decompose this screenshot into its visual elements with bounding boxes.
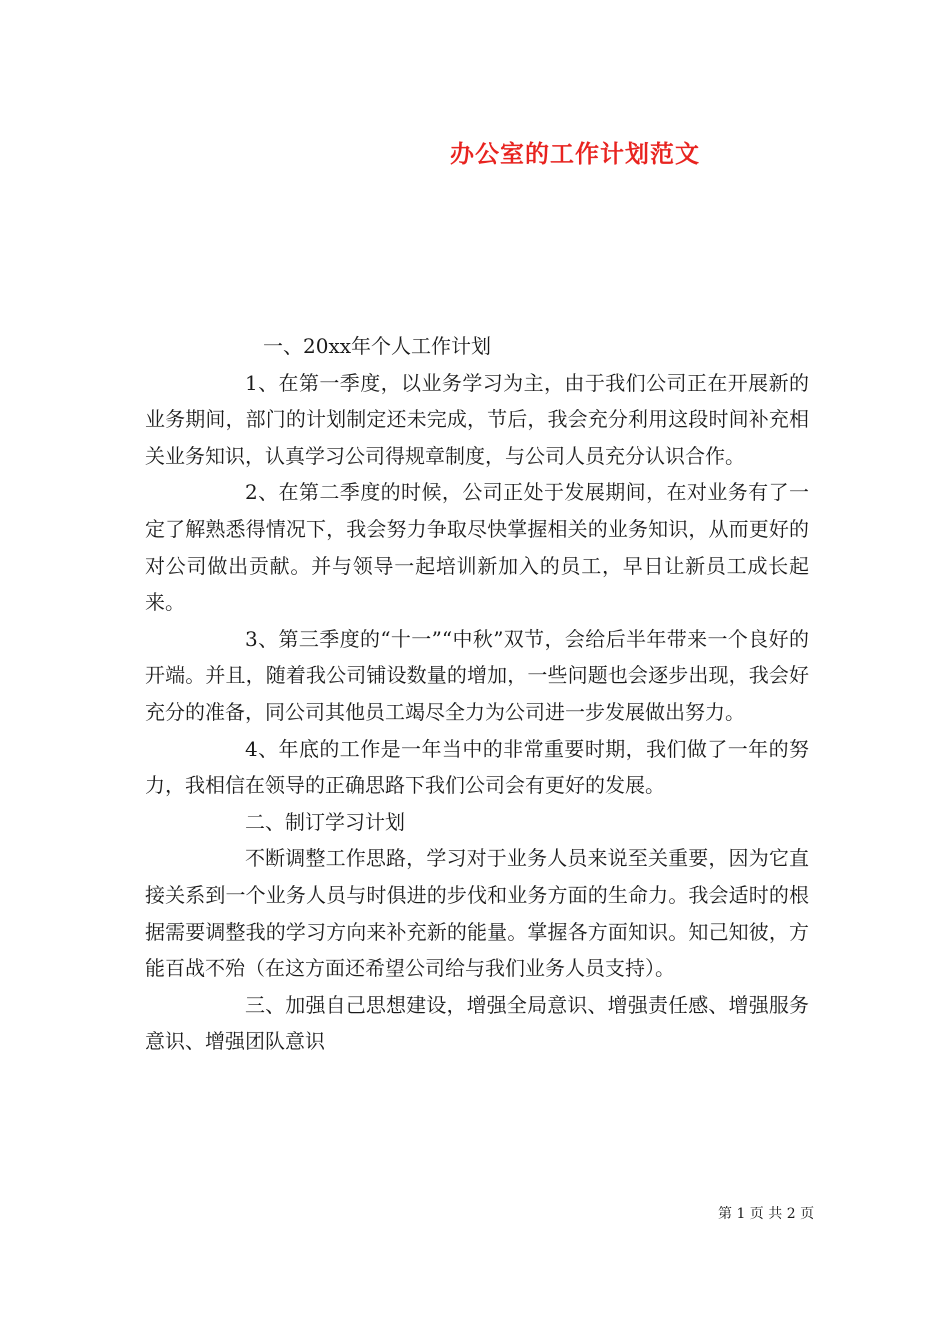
paragraph-q2: 2、在第二季度的时候，公司正处于发展期间，在对业务有了一定了解熟悉得情况下，我会努力争取尽快掌握相关的业务知识，从而更好的对公司做出贡献。并与领导一起培训新加入的员工，早日让新员工成长起来。 xyxy=(145,480,809,615)
section-heading-3: 三、加强自己思想建设，增强全局意识、增强责任感、增强服务意识、增强团队意识 xyxy=(145,992,809,1054)
paragraph-study-plan: 不断调整工作思路，学习对于业务人员来说至关重要，因为它直接关系到一个业务人员与时俱进的步伐和业务方面的生命力。我会适时的根据需要调整我的学习方向来补充新的能量。掌握各方面知识。知己知彼，方能百战不殆（在这方面还希望公司给与我们业务人员支持）。 xyxy=(145,846,809,981)
section-heading-2: 二、制订学习计划 xyxy=(245,809,405,834)
document-title: 办公室的工作计划范文 xyxy=(450,139,700,168)
document-body xyxy=(145,328,809,1060)
paragraph-q1: 1、在第一季度，以业务学习为主，由于我们公司正在开展新的业务期间，部门的计划制定还未完成，节后，我会充分利用这段时间补充相关业务知识，认真学习公司得规章制度，与公司人员充分认识合作。 xyxy=(145,370,809,468)
section-heading-1: 一、20xx年个人工作计划 xyxy=(263,334,492,358)
paragraph-q3: 3、第三季度的“十一”“中秋”双节，会给后半年带来一个良好的开端。并且，随着我公司铺设数量的增加，一些问题也会逐步出现，我会好充分的准备，同公司其他员工竭尽全力为公司进一步发展做出努力。 xyxy=(145,626,809,724)
paragraph-q4: 4、年底的工作是一年当中的非常重要时期，我们做了一年的努力，我相信在领导的正确思路下我们公司会有更好的发展。 xyxy=(145,736,809,798)
page-number-footer: 第 1 页 共 2 页 xyxy=(718,1206,815,1222)
